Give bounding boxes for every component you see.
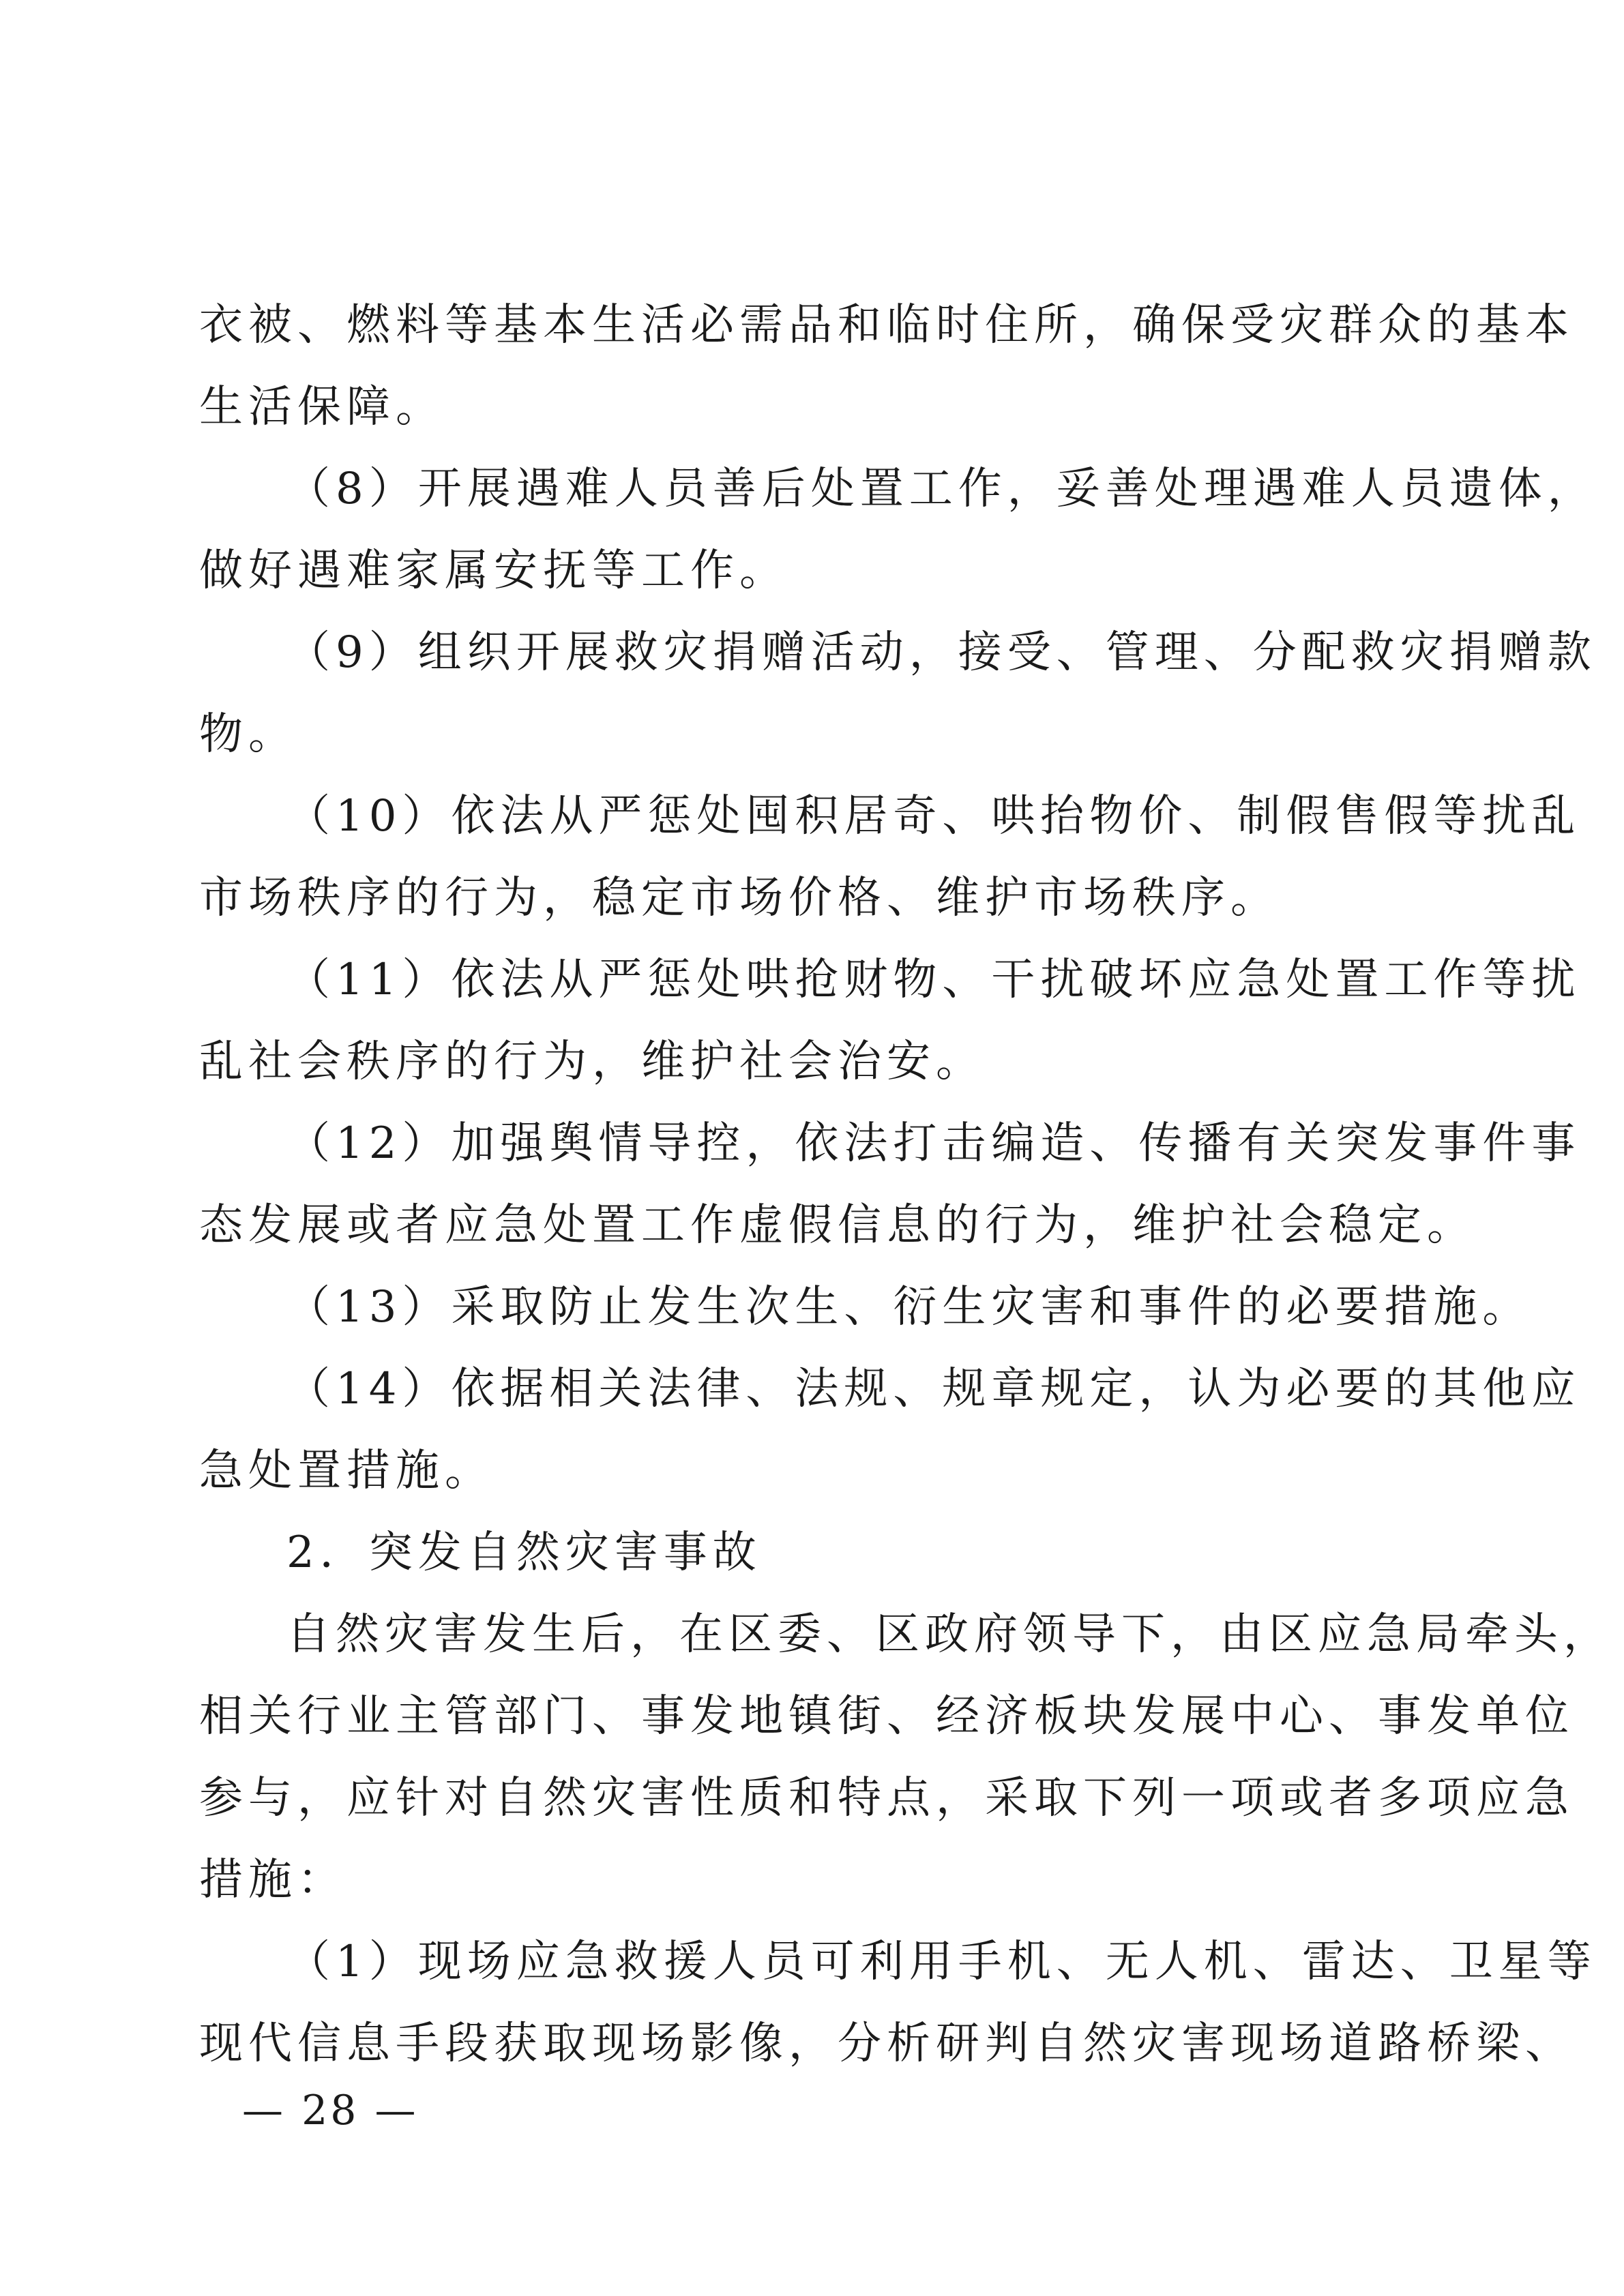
text-line: 相关行业主管部门、事发地镇街、经济板块发展中心、事发单位 xyxy=(199,1691,1574,1742)
section-heading: 2．突发自然灾害事故 xyxy=(286,1527,762,1578)
text-line: 生活保障。 xyxy=(199,382,445,432)
list-item-line: （8）开展遇难人员善后处置工作，妥善处理遇难人员遗体， xyxy=(286,464,1597,514)
text-line: 物。 xyxy=(199,709,297,760)
list-item-line: （14）依据相关法律、法规、规章规定，认为必要的其他应 xyxy=(286,1364,1581,1414)
paragraph-line: 自然灾害发生后，在区委、区政府领导下，由区应急局牵头， xyxy=(286,1609,1612,1660)
list-item-line: （10）依法从严惩处囤积居奇、哄抬物价、制假售假等扰乱 xyxy=(286,791,1581,841)
text-line: 乱社会秩序的行为，维护社会治安。 xyxy=(199,1037,985,1087)
list-item-line: （1）现场应急救援人员可利用手机、无人机、雷达、卫星等 xyxy=(286,1937,1597,1987)
list-item-line: （13）采取防止发生次生、衍生灾害和事件的必要措施。 xyxy=(286,1282,1532,1332)
text-line: 衣被、燃料等基本生活必需品和临时住所，确保受灾群众的基本 xyxy=(199,300,1574,351)
list-item-line: （12）加强舆情导控，依法打击编造、传播有关突发事件事 xyxy=(286,1118,1581,1169)
text-line: 急处置措施。 xyxy=(199,1446,494,1496)
text-line: 现代信息手段获取现场影像，分析研判自然灾害现场道路桥梁、 xyxy=(199,2018,1574,2069)
text-line: 参与，应针对自然灾害性质和特点，采取下列一项或者多项应急 xyxy=(199,1773,1574,1823)
text-line: 市场秩序的行为，稳定市场价格、维护市场秩序。 xyxy=(199,873,1280,923)
page-number: — 28 — xyxy=(242,2087,419,2134)
list-item-line: （9）组织开展救灾捐赠活动，接受、管理、分配救灾捐赠款 xyxy=(286,627,1597,678)
text-line: 措施： xyxy=(199,1855,346,1905)
text-line: 态发展或者应急处置工作虚假信息的行为，维护社会稳定。 xyxy=(199,1200,1476,1251)
list-item-line: （11）依法从严惩处哄抢财物、干扰破坏应急处置工作等扰 xyxy=(286,955,1581,1005)
text-line: 做好遇难家属安抚等工作。 xyxy=(199,546,788,596)
